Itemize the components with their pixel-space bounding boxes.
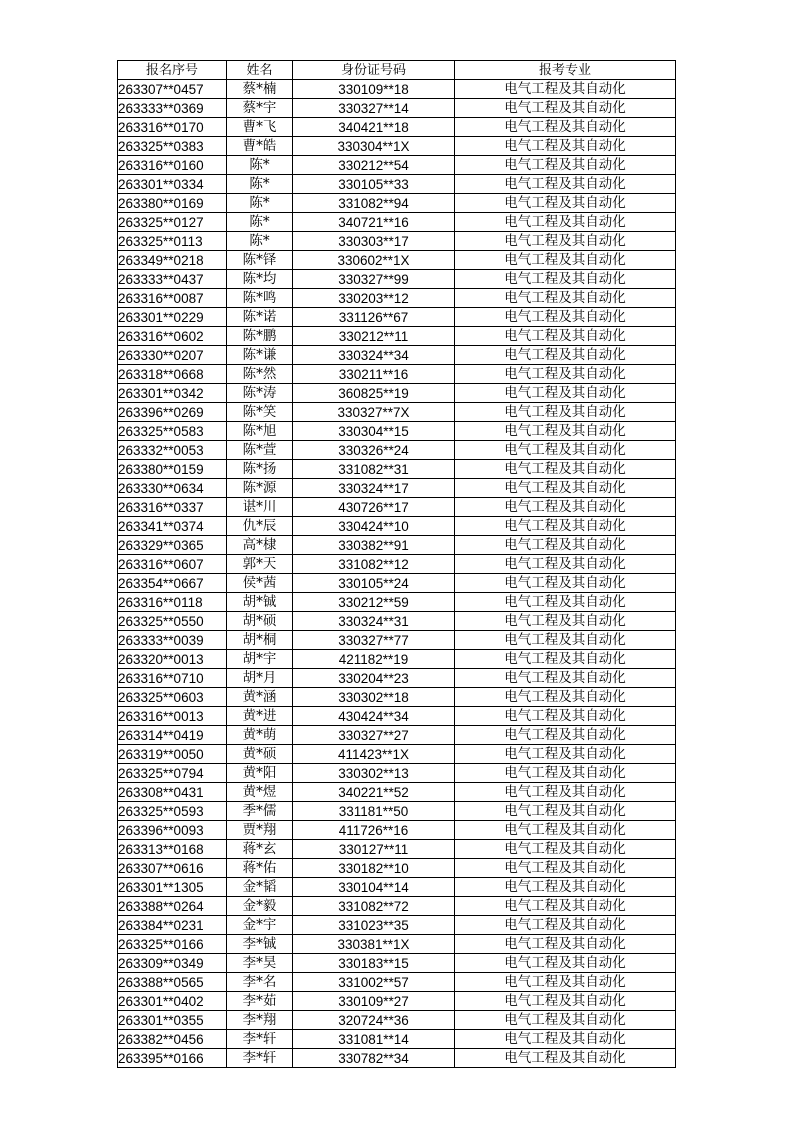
table-row	[118, 536, 676, 555]
registration-number-cell: 263330**0634	[118, 479, 227, 498]
major-cell: 电气工程及其自动化	[455, 80, 676, 99]
id-number-cell: 330302**13	[293, 764, 455, 783]
id-number-cell: 331082**94	[293, 194, 455, 213]
header-registration-number: 报名序号	[118, 61, 227, 80]
major-cell: 电气工程及其自动化	[455, 327, 676, 346]
table-row	[118, 726, 676, 745]
registration-number-cell: 263388**0565	[118, 973, 227, 992]
id-number-cell: 330127**11	[293, 840, 455, 859]
registration-number-cell: 263325**0127	[118, 213, 227, 232]
id-number-cell: 330602**1X	[293, 251, 455, 270]
table-row	[118, 612, 676, 631]
table-row	[118, 1011, 676, 1030]
name-cell: 李*铖	[227, 935, 293, 954]
table-row	[118, 897, 676, 916]
id-number-cell: 330212**54	[293, 156, 455, 175]
name-cell: 陈*源	[227, 479, 293, 498]
name-cell: 李*昊	[227, 954, 293, 973]
registration-number-cell: 263333**0369	[118, 99, 227, 118]
table-row	[118, 118, 676, 137]
registration-number-cell: 263316**0337	[118, 498, 227, 517]
registration-number-cell: 263332**0053	[118, 441, 227, 460]
major-cell: 电气工程及其自动化	[455, 688, 676, 707]
table-row	[118, 232, 676, 251]
registration-number-cell: 263341**0374	[118, 517, 227, 536]
table-row	[118, 384, 676, 403]
table-row	[118, 840, 676, 859]
major-cell: 电气工程及其自动化	[455, 916, 676, 935]
major-cell: 电气工程及其自动化	[455, 726, 676, 745]
table-body	[118, 80, 676, 1068]
major-cell: 电气工程及其自动化	[455, 479, 676, 498]
name-cell: 金*毅	[227, 897, 293, 916]
id-number-cell: 330182**10	[293, 859, 455, 878]
name-cell: 陈*谦	[227, 346, 293, 365]
table-row	[118, 954, 676, 973]
id-number-cell: 330105**24	[293, 574, 455, 593]
name-cell: 陈*鹏	[227, 327, 293, 346]
major-cell: 电气工程及其自动化	[455, 764, 676, 783]
table-row	[118, 479, 676, 498]
id-number-cell: 330204**23	[293, 669, 455, 688]
name-cell: 李*茹	[227, 992, 293, 1011]
id-number-cell: 330304**1X	[293, 137, 455, 156]
registration-number-cell: 263320**0013	[118, 650, 227, 669]
table-row	[118, 156, 676, 175]
id-number-cell: 411423**1X	[293, 745, 455, 764]
id-number-cell: 330109**27	[293, 992, 455, 1011]
major-cell: 电气工程及其自动化	[455, 574, 676, 593]
id-number-cell: 411726**16	[293, 821, 455, 840]
name-cell: 陈*笑	[227, 403, 293, 422]
registration-number-cell: 263333**0039	[118, 631, 227, 650]
table-row	[118, 289, 676, 308]
registration-number-cell: 263325**0603	[118, 688, 227, 707]
registration-number-cell: 263316**0160	[118, 156, 227, 175]
major-cell: 电气工程及其自动化	[455, 1011, 676, 1030]
registration-number-cell: 263382**0456	[118, 1030, 227, 1049]
registration-number-cell: 263301**1305	[118, 878, 227, 897]
id-number-cell: 330105**33	[293, 175, 455, 194]
id-number-cell: 330424**10	[293, 517, 455, 536]
name-cell: 陈*	[227, 232, 293, 251]
major-cell: 电气工程及其自动化	[455, 232, 676, 251]
major-cell: 电气工程及其自动化	[455, 156, 676, 175]
name-cell: 黄*煜	[227, 783, 293, 802]
id-number-cell: 331082**72	[293, 897, 455, 916]
table-row	[118, 859, 676, 878]
registration-number-cell: 263349**0218	[118, 251, 227, 270]
registration-number-cell: 263325**0113	[118, 232, 227, 251]
major-cell: 电气工程及其自动化	[455, 631, 676, 650]
registration-number-cell: 263309**0349	[118, 954, 227, 973]
registration-number-cell: 263319**0050	[118, 745, 227, 764]
registration-number-cell: 263314**0419	[118, 726, 227, 745]
name-cell: 黄*进	[227, 707, 293, 726]
id-number-cell: 331082**31	[293, 460, 455, 479]
id-number-cell: 330212**11	[293, 327, 455, 346]
registration-number-cell: 263301**0334	[118, 175, 227, 194]
name-cell: 陈*	[227, 213, 293, 232]
major-cell: 电气工程及其自动化	[455, 517, 676, 536]
id-number-cell: 330109**18	[293, 80, 455, 99]
name-cell: 贾*翔	[227, 821, 293, 840]
major-cell: 电气工程及其自动化	[455, 1049, 676, 1068]
id-number-cell: 330782**34	[293, 1049, 455, 1068]
name-cell: 黄*硕	[227, 745, 293, 764]
table-row	[118, 460, 676, 479]
id-number-cell: 330324**31	[293, 612, 455, 631]
registration-number-cell: 263333**0437	[118, 270, 227, 289]
table-row	[118, 308, 676, 327]
registration-number-cell: 263316**0602	[118, 327, 227, 346]
major-cell: 电气工程及其自动化	[455, 118, 676, 137]
id-number-cell: 340421**18	[293, 118, 455, 137]
registration-number-cell: 263316**0607	[118, 555, 227, 574]
major-cell: 电气工程及其自动化	[455, 213, 676, 232]
table-header	[118, 61, 676, 80]
name-cell: 李*翔	[227, 1011, 293, 1030]
name-cell: 高*棣	[227, 536, 293, 555]
major-cell: 电气工程及其自动化	[455, 802, 676, 821]
name-cell: 胡*月	[227, 669, 293, 688]
table-row	[118, 783, 676, 802]
id-number-cell: 331081**14	[293, 1030, 455, 1049]
name-cell: 郭*天	[227, 555, 293, 574]
id-number-cell: 330211**16	[293, 365, 455, 384]
table-row	[118, 213, 676, 232]
header-id-number: 身份证号码	[293, 61, 455, 80]
major-cell: 电气工程及其自动化	[455, 973, 676, 992]
registration-number-cell: 263380**0169	[118, 194, 227, 213]
table-row	[118, 175, 676, 194]
table-row	[118, 1030, 676, 1049]
name-cell: 胡*宇	[227, 650, 293, 669]
id-number-cell: 320724**36	[293, 1011, 455, 1030]
registration-number-cell: 263325**0166	[118, 935, 227, 954]
major-cell: 电气工程及其自动化	[455, 650, 676, 669]
registration-number-cell: 263354**0667	[118, 574, 227, 593]
name-cell: 曹*飞	[227, 118, 293, 137]
table-row	[118, 992, 676, 1011]
name-cell: 李*轩	[227, 1049, 293, 1068]
table-row	[118, 707, 676, 726]
table-row	[118, 365, 676, 384]
name-cell: 黄*涵	[227, 688, 293, 707]
name-cell: 李*轩	[227, 1030, 293, 1049]
id-number-cell: 340721**16	[293, 213, 455, 232]
id-number-cell: 421182**19	[293, 650, 455, 669]
major-cell: 电气工程及其自动化	[455, 897, 676, 916]
registration-number-cell: 263316**0170	[118, 118, 227, 137]
registration-number-cell: 263301**0342	[118, 384, 227, 403]
major-cell: 电气工程及其自动化	[455, 460, 676, 479]
major-cell: 电气工程及其自动化	[455, 289, 676, 308]
id-number-cell: 331002**57	[293, 973, 455, 992]
major-cell: 电气工程及其自动化	[455, 612, 676, 631]
table-row	[118, 821, 676, 840]
registration-number-cell: 263318**0668	[118, 365, 227, 384]
registration-number-cell: 263307**0616	[118, 859, 227, 878]
name-cell: 季*儒	[227, 802, 293, 821]
name-cell: 仇*辰	[227, 517, 293, 536]
major-cell: 电气工程及其自动化	[455, 441, 676, 460]
table-row	[118, 764, 676, 783]
name-cell: 陈*	[227, 156, 293, 175]
name-cell: 黄*萌	[227, 726, 293, 745]
registration-number-cell: 263307**0457	[118, 80, 227, 99]
registration-number-cell: 263325**0583	[118, 422, 227, 441]
table-row	[118, 802, 676, 821]
table-row	[118, 80, 676, 99]
major-cell: 电气工程及其自动化	[455, 365, 676, 384]
candidate-table	[117, 60, 676, 1068]
name-cell: 蒋*玄	[227, 840, 293, 859]
table-row	[118, 137, 676, 156]
id-number-cell: 331082**12	[293, 555, 455, 574]
name-cell: 蔡*宇	[227, 99, 293, 118]
registration-number-cell: 263384**0231	[118, 916, 227, 935]
major-cell: 电气工程及其自动化	[455, 1030, 676, 1049]
id-number-cell: 331181**50	[293, 802, 455, 821]
name-cell: 陈*扬	[227, 460, 293, 479]
registration-number-cell: 263301**0229	[118, 308, 227, 327]
major-cell: 电气工程及其自动化	[455, 992, 676, 1011]
table-row	[118, 1049, 676, 1068]
id-number-cell: 330303**17	[293, 232, 455, 251]
id-number-cell: 330304**15	[293, 422, 455, 441]
table-row	[118, 346, 676, 365]
major-cell: 电气工程及其自动化	[455, 935, 676, 954]
id-number-cell: 430726**17	[293, 498, 455, 517]
registration-number-cell: 263396**0269	[118, 403, 227, 422]
name-cell: 陈*鸣	[227, 289, 293, 308]
major-cell: 电气工程及其自动化	[455, 840, 676, 859]
name-cell: 曹*皓	[227, 137, 293, 156]
table-row	[118, 593, 676, 612]
major-cell: 电气工程及其自动化	[455, 498, 676, 517]
registration-number-cell: 263330**0207	[118, 346, 227, 365]
table-row	[118, 403, 676, 422]
name-cell: 蔡*楠	[227, 80, 293, 99]
name-cell: 蒋*佑	[227, 859, 293, 878]
registration-number-cell: 263316**0087	[118, 289, 227, 308]
table-row	[118, 631, 676, 650]
name-cell: 陈*诺	[227, 308, 293, 327]
id-number-cell: 330327**77	[293, 631, 455, 650]
major-cell: 电气工程及其自动化	[455, 99, 676, 118]
id-number-cell: 330212**59	[293, 593, 455, 612]
name-cell: 胡*硕	[227, 612, 293, 631]
name-cell: 李*名	[227, 973, 293, 992]
table-row	[118, 327, 676, 346]
name-cell: 金*韬	[227, 878, 293, 897]
name-cell: 胡*桐	[227, 631, 293, 650]
major-cell: 电气工程及其自动化	[455, 403, 676, 422]
registration-number-cell: 263395**0166	[118, 1049, 227, 1068]
table-row	[118, 935, 676, 954]
major-cell: 电气工程及其自动化	[455, 878, 676, 897]
major-cell: 电气工程及其自动化	[455, 745, 676, 764]
table-row	[118, 745, 676, 764]
table-row	[118, 878, 676, 897]
registration-number-cell: 263325**0794	[118, 764, 227, 783]
registration-number-cell: 263308**0431	[118, 783, 227, 802]
id-number-cell: 330203**12	[293, 289, 455, 308]
major-cell: 电气工程及其自动化	[455, 308, 676, 327]
registration-number-cell: 263388**0264	[118, 897, 227, 916]
header-major: 报考专业	[455, 61, 676, 80]
table-row	[118, 270, 676, 289]
name-cell: 黄*阳	[227, 764, 293, 783]
name-cell: 侯*茜	[227, 574, 293, 593]
registration-number-cell: 263316**0710	[118, 669, 227, 688]
major-cell: 电气工程及其自动化	[455, 422, 676, 441]
id-number-cell: 330327**99	[293, 270, 455, 289]
registration-number-cell: 263325**0593	[118, 802, 227, 821]
table-row	[118, 251, 676, 270]
id-number-cell: 331023**35	[293, 916, 455, 935]
registration-number-cell: 263396**0093	[118, 821, 227, 840]
table-row	[118, 688, 676, 707]
id-number-cell: 330104**14	[293, 878, 455, 897]
table-row	[118, 669, 676, 688]
major-cell: 电气工程及其自动化	[455, 954, 676, 973]
name-cell: 胡*铖	[227, 593, 293, 612]
registration-number-cell: 263301**0355	[118, 1011, 227, 1030]
registration-number-cell: 263316**0013	[118, 707, 227, 726]
name-cell: 陈*萱	[227, 441, 293, 460]
name-cell: 陈*铎	[227, 251, 293, 270]
registration-number-cell: 263325**0383	[118, 137, 227, 156]
id-number-cell: 360825**19	[293, 384, 455, 403]
id-number-cell: 330382**91	[293, 536, 455, 555]
registration-number-cell: 263313**0168	[118, 840, 227, 859]
id-number-cell: 330327**14	[293, 99, 455, 118]
name-cell: 谌*川	[227, 498, 293, 517]
major-cell: 电气工程及其自动化	[455, 593, 676, 612]
id-number-cell: 340221**52	[293, 783, 455, 802]
major-cell: 电气工程及其自动化	[455, 536, 676, 555]
table-row	[118, 916, 676, 935]
registration-number-cell: 263316**0118	[118, 593, 227, 612]
id-number-cell: 330302**18	[293, 688, 455, 707]
id-number-cell: 330324**34	[293, 346, 455, 365]
table-row	[118, 441, 676, 460]
header-row	[118, 61, 676, 80]
table-row	[118, 973, 676, 992]
name-cell: 陈*涛	[227, 384, 293, 403]
major-cell: 电气工程及其自动化	[455, 669, 676, 688]
major-cell: 电气工程及其自动化	[455, 270, 676, 289]
id-number-cell: 330326**24	[293, 441, 455, 460]
major-cell: 电气工程及其自动化	[455, 859, 676, 878]
name-cell: 陈*旭	[227, 422, 293, 441]
registration-number-cell: 263301**0402	[118, 992, 227, 1011]
major-cell: 电气工程及其自动化	[455, 137, 676, 156]
id-number-cell: 430424**34	[293, 707, 455, 726]
id-number-cell: 330381**1X	[293, 935, 455, 954]
registration-number-cell: 263380**0159	[118, 460, 227, 479]
major-cell: 电气工程及其自动化	[455, 384, 676, 403]
name-cell: 陈*	[227, 175, 293, 194]
registration-number-cell: 263325**0550	[118, 612, 227, 631]
registration-number-cell: 263329**0365	[118, 536, 227, 555]
table-row	[118, 498, 676, 517]
major-cell: 电气工程及其自动化	[455, 194, 676, 213]
table-row	[118, 650, 676, 669]
major-cell: 电气工程及其自动化	[455, 821, 676, 840]
table-row	[118, 194, 676, 213]
table-row	[118, 574, 676, 593]
table-row	[118, 99, 676, 118]
table-row	[118, 517, 676, 536]
major-cell: 电气工程及其自动化	[455, 251, 676, 270]
major-cell: 电气工程及其自动化	[455, 707, 676, 726]
id-number-cell: 330324**17	[293, 479, 455, 498]
major-cell: 电气工程及其自动化	[455, 175, 676, 194]
name-cell: 陈*然	[227, 365, 293, 384]
major-cell: 电气工程及其自动化	[455, 346, 676, 365]
major-cell: 电气工程及其自动化	[455, 555, 676, 574]
name-cell: 陈*	[227, 194, 293, 213]
name-cell: 陈*均	[227, 270, 293, 289]
name-cell: 金*宇	[227, 916, 293, 935]
id-number-cell: 331126**67	[293, 308, 455, 327]
id-number-cell: 330183**15	[293, 954, 455, 973]
table-row	[118, 422, 676, 441]
table-row	[118, 555, 676, 574]
id-number-cell: 330327**27	[293, 726, 455, 745]
header-name: 姓名	[227, 61, 293, 80]
id-number-cell: 330327**7X	[293, 403, 455, 422]
major-cell: 电气工程及其自动化	[455, 783, 676, 802]
